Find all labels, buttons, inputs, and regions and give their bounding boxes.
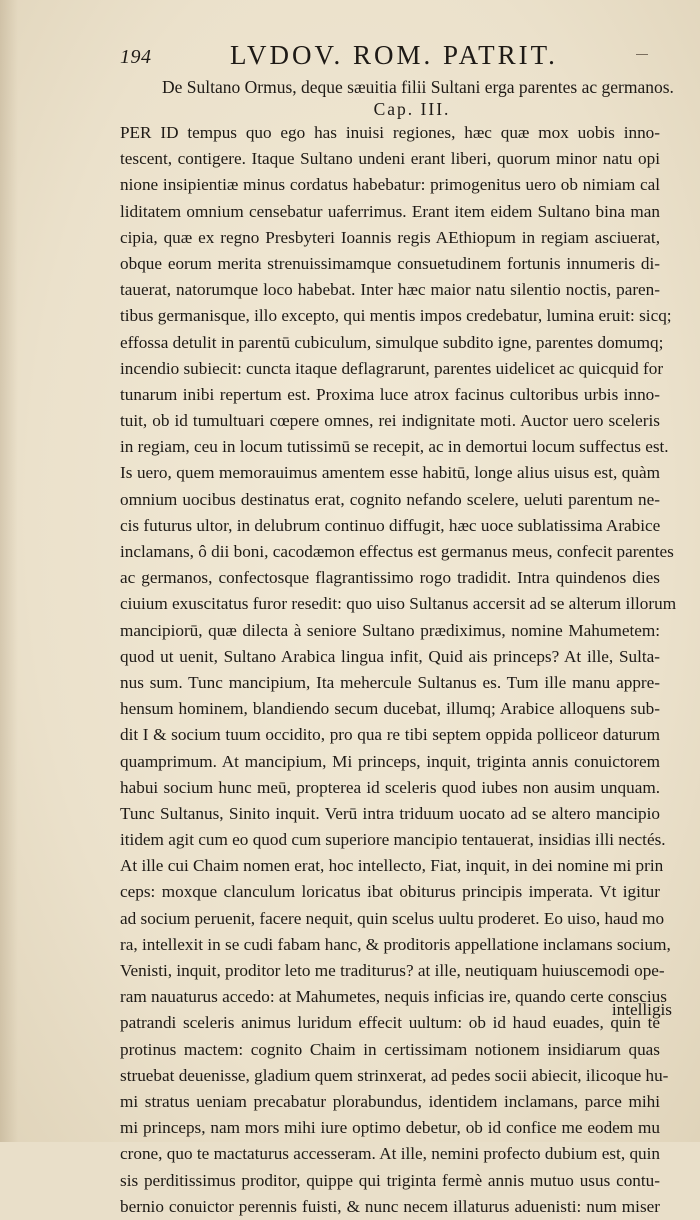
text-line: ciuium exuscitatus furor resedit: quo uiso Sultanus accersit ad se alterum illorum <box>120 594 677 614</box>
text-line: Is uero, quem memorauimus amentem esse habitū, longe alius uisus est, quàm <box>120 463 660 483</box>
text-line: At ille cui Chaim nomen erat, hoc intellecto, Fiat, inquit, in dei nomine mi prin <box>120 856 664 876</box>
text-line: liditatem omnium censebatur uaferrimus. Erant item eidem Sultano bina man <box>120 201 660 221</box>
text-line: nione insipientiæ minus cordatus habebatur: primogenitus uero ob nimiam cal <box>120 175 660 195</box>
text-line: tuit, ob id tumultuari cœpere omnes, rei indignitate moti. Auctor uero sceleris <box>120 411 660 431</box>
text-line: itidem agit cum eo quod cum superiore mancipio tentauerat, insidias illi nectés. <box>120 830 666 850</box>
text-line: crone, quo te mactaturus accesseram. At ille, nemini profecto dubium est, quin <box>120 1144 660 1164</box>
text-line: mi princeps, nam mors mihi iure optimo debetur, ob id confice me eodem mu <box>120 1118 660 1138</box>
text-line: dit I & socium tuum occidito, pro qua re tibi septem oppida polliceor daturum <box>120 725 660 745</box>
text-line: cipia, quæ ex regno Presbyteri Ioannis regis AEthiopum in regiam asciuerat, <box>120 227 660 247</box>
chapter-number: Cap. III. <box>373 99 451 119</box>
text-line: omnium uocibus destinatus erat, cognito nefando scelere, ueluti parentum ne- <box>120 489 660 509</box>
page-number: 194 <box>120 46 152 68</box>
catchword: intelligis <box>611 1000 672 1019</box>
text-line: Venisti, inquit, proditor leto me traditurus? at ille, neutiquam huiuscemodi ope- <box>120 961 665 980</box>
text-line: tauerat, natorumque loco habebat. Inter hæc maior natu silentio noctis, paren- <box>120 280 660 300</box>
running-head: LVDOV. ROM. PATRIT. <box>230 40 558 70</box>
text-line: ad socium peruenit, facere nequit, quin scelus uultu proderet. Eo uiso, haud mo <box>120 908 665 928</box>
text-line: tibus germanisque, illo excepto, qui mentis impos credebatur, lumina eruit: sicq; <box>120 306 672 326</box>
text-line: nus sum. Tunc mancipium, Ita mehercule Sultanus es. Tum ille manu appre- <box>120 672 660 692</box>
text-line: ceps: moxque clanculum loricatus ibat obiturus principis imperata. Vt igitur <box>120 882 660 902</box>
text-line: inclamans, ô dii boni, cacodæmon effectus est germanus meus, confecit parentes <box>120 542 674 561</box>
text-line: quamprimum. At mancipium, Mi princeps, inquit, triginta annis conuictorem <box>120 751 660 771</box>
text-line: ra, intellexit in se cudi fabam hanc, & proditoris appellatione inclamans socium, <box>120 934 671 954</box>
text-line: bernio conuictor perennis fuisti, & nunc necem illaturus aduenisti: num miser <box>120 1196 660 1216</box>
chapter-heading <box>162 76 674 120</box>
text-line: patrandi sceleris animus luridum effecit uultum: ob id haud euades, quin te <box>120 1013 660 1033</box>
text-line: tunarum inibi repertum est. Proxima luce atrox facinus cultoribus urbis inno- <box>120 384 660 404</box>
text-line: hensum hominem, blandiendo secum ducebat, illumq; Arabice alloquens sub- <box>120 699 660 719</box>
body-text <box>120 120 677 1220</box>
text-line: mi stratus ueniam precabatur plorabundus, identidem inclamans, parce mihi <box>120 1091 660 1111</box>
page-header <box>120 40 680 80</box>
text-line: effossa detulit in parentū cubiculum, simulque subdito igne, parentes domumq; <box>120 332 664 352</box>
chapter-title: De Sultano Ormus, deque sæuitia filii Sultani erga parentes ac germanos. <box>162 77 674 97</box>
text-line: tescent, contigere. Itaque Sultano undeni erant liberi, quorum minor natu opi <box>120 149 660 169</box>
text-line: cis futurus ultor, in delubrum continuo diffugit, hæc uoce sublatissima Arabice <box>120 515 661 535</box>
text-line: in regiam, ceu in locum tutissimū se recepit, ac in demortui locum suffectus est. <box>120 437 669 457</box>
text-line: ac germanos, confectosque flagrantissimo rogo tradidit. Intra quindenos dies <box>120 568 660 588</box>
text-line: mancipiorū, quæ dilecta à seniore Sultano prædiximus, nomine Mahumetem: <box>120 620 660 640</box>
text-line: quod ut uenit, Sultano Arabica lingua infit, Quid ais princeps? At ille, Sulta- <box>120 646 660 666</box>
text-line: PER ID tempus quo ego has inuisi regiones, hæc quæ mox uobis inno- <box>120 123 660 142</box>
text-line: habui socium hunc meū, propterea id sceleris quod iubes non ausim unquam. <box>120 777 660 797</box>
text-line: incendio subiecit: cuncta itaque deflagrarunt, parentes uidelicet ac quicquid for <box>120 358 664 378</box>
text-line: obque eorum merita strenuissimamque consuetudinem fortunis innumeris di- <box>120 253 660 273</box>
text-line: Tunc Sultanus, Sinito inquit. Verū intra triduum uocato ad se altero mancipio <box>120 803 660 823</box>
text-line: protinus mactem: cognito Chaim in certissimam notionem insidiarum quas <box>120 1039 660 1059</box>
text-line: struebat deuenisse, gladium quem strinxerat, ad pedes socii abiecit, ilicoque hu- <box>120 1065 669 1085</box>
text-line: ram nauaturus accedo: at Mahumetes, nequis inficias ire, quando certe conscius <box>120 987 667 1007</box>
text-line: sis perditissimus proditor, quippe qui triginta fermè annis mutuo usus contu- <box>120 1170 660 1190</box>
